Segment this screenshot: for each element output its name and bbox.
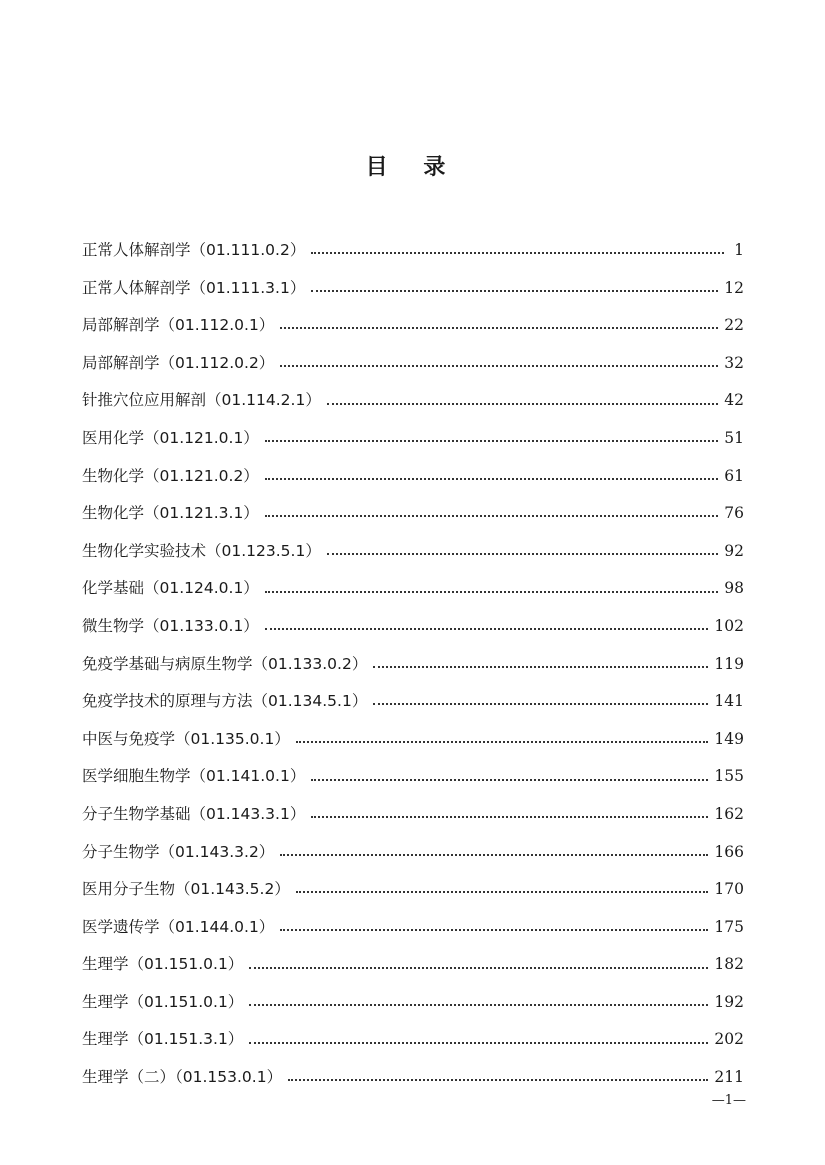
toc-dot-leader bbox=[311, 251, 724, 254]
toc-dot-leader bbox=[249, 1041, 708, 1044]
toc-entry-page-number: 162 bbox=[714, 804, 744, 823]
toc-entry-page-number: 149 bbox=[714, 729, 744, 748]
toc-dot-leader bbox=[311, 289, 718, 292]
toc-entry-title: 化学基础（01.124.0.1） bbox=[82, 579, 259, 598]
toc-entry-title: 生物化学实验技术（01.123.5.1） bbox=[82, 541, 321, 560]
toc-entry-page-number: 141 bbox=[714, 692, 744, 711]
toc-entry-title: 分子生物学（01.143.3.2） bbox=[82, 842, 275, 861]
toc-entry-title: 生理学（二）（01.153.0.1） bbox=[82, 1068, 283, 1087]
toc-dot-leader bbox=[280, 853, 708, 856]
toc-dot-leader bbox=[288, 1078, 708, 1081]
toc-entry-page-number: 175 bbox=[714, 917, 744, 936]
toc-entry-title: 免疫学基础与病原生物学（01.133.0.2） bbox=[82, 654, 368, 673]
toc-entry-title: 针推穴位应用解剖（01.114.2.1） bbox=[82, 391, 321, 410]
toc-entry-title: 生理学（01.151.3.1） bbox=[82, 1030, 244, 1049]
toc-entry[interactable] bbox=[82, 871, 744, 909]
toc-entry[interactable] bbox=[82, 382, 744, 420]
toc-entry-page-number: 98 bbox=[724, 579, 744, 598]
toc-dot-leader bbox=[296, 740, 709, 743]
toc-dot-leader bbox=[373, 702, 708, 705]
toc-entry-page-number: 166 bbox=[714, 842, 744, 861]
toc-entry-title: 医用分子生物（01.143.5.2） bbox=[82, 880, 290, 899]
toc-entry[interactable] bbox=[82, 909, 744, 947]
toc-dot-leader bbox=[265, 439, 718, 442]
toc-dot-leader bbox=[265, 590, 718, 593]
toc-entry-page-number: 61 bbox=[724, 466, 744, 485]
toc-entry-page-number: 192 bbox=[714, 992, 744, 1011]
toc-entry-title: 局部解剖学（01.112.0.2） bbox=[82, 353, 275, 372]
toc-entry[interactable] bbox=[82, 232, 744, 270]
toc-entry-page-number: 1 bbox=[734, 241, 744, 259]
toc-entry-title: 医学遗传学（01.144.0.1） bbox=[82, 917, 275, 936]
toc-entry[interactable] bbox=[82, 721, 744, 759]
toc-entry-page-number: 51 bbox=[724, 428, 744, 447]
toc-entry[interactable] bbox=[82, 570, 744, 608]
toc-dot-leader bbox=[280, 928, 708, 931]
toc-entry-title: 生理学（01.151.0.1） bbox=[82, 992, 244, 1011]
page-title: 目 录 bbox=[365, 155, 460, 180]
toc-entry-title: 正常人体解剖学（01.111.3.1） bbox=[82, 278, 306, 297]
toc-entry-page-number: 182 bbox=[714, 955, 744, 974]
toc-dot-leader bbox=[296, 890, 709, 893]
toc-entry[interactable] bbox=[82, 270, 744, 308]
toc-entry-title: 生物化学（01.121.3.1） bbox=[82, 504, 259, 523]
toc-dot-leader bbox=[327, 402, 718, 405]
toc-dot-leader bbox=[265, 477, 718, 480]
toc-dot-leader bbox=[265, 627, 709, 630]
toc-entry-title: 中医与免疫学（01.135.0.1） bbox=[82, 729, 290, 748]
toc-entry-page-number: 211 bbox=[714, 1068, 744, 1087]
toc-entry[interactable] bbox=[82, 683, 744, 721]
toc-dot-leader bbox=[311, 815, 708, 818]
toc-entry[interactable] bbox=[82, 458, 744, 496]
toc-entry-title: 免疫学技术的原理与方法（01.134.5.1） bbox=[82, 692, 368, 711]
toc-dot-leader bbox=[327, 552, 718, 555]
toc-dot-leader bbox=[311, 778, 708, 781]
toc-entry[interactable] bbox=[82, 1021, 744, 1059]
toc-entry-page-number: 22 bbox=[724, 316, 744, 335]
toc-dot-leader bbox=[280, 364, 718, 367]
toc-entry[interactable] bbox=[82, 533, 744, 571]
toc-dot-leader bbox=[249, 966, 708, 969]
toc-entry-page-number: 170 bbox=[714, 880, 744, 899]
toc-entry[interactable] bbox=[82, 307, 744, 345]
toc-entry-page-number: 42 bbox=[724, 391, 744, 410]
toc-entry[interactable] bbox=[82, 646, 744, 684]
toc-entry-page-number: 102 bbox=[714, 616, 744, 635]
toc-dot-leader bbox=[265, 514, 718, 517]
toc-entry[interactable] bbox=[82, 834, 744, 872]
toc-entry[interactable] bbox=[82, 984, 744, 1022]
toc-entry-title: 局部解剖学（01.112.0.1） bbox=[82, 316, 275, 335]
toc-entry[interactable] bbox=[82, 345, 744, 383]
toc-entry[interactable] bbox=[82, 796, 744, 834]
toc-entry-page-number: 12 bbox=[724, 278, 744, 297]
toc-entry-title: 生物化学（01.121.0.2） bbox=[82, 466, 259, 485]
table-of-contents bbox=[82, 232, 744, 1097]
toc-entry-page-number: 76 bbox=[724, 504, 744, 523]
toc-entry[interactable] bbox=[82, 495, 744, 533]
toc-entry-title: 分子生物学基础（01.143.3.1） bbox=[82, 804, 306, 823]
toc-entry[interactable] bbox=[82, 758, 744, 796]
toc-dot-leader bbox=[249, 1003, 708, 1006]
toc-entry-page-number: 119 bbox=[714, 654, 744, 673]
toc-entry-title: 医用化学（01.121.0.1） bbox=[82, 428, 259, 447]
toc-entry-page-number: 155 bbox=[714, 767, 744, 786]
toc-entry-page-number: 32 bbox=[724, 353, 744, 372]
toc-entry-page-number: 92 bbox=[724, 541, 744, 560]
toc-entry-title: 正常人体解剖学（01.111.0.2） bbox=[82, 241, 306, 259]
toc-dot-leader bbox=[373, 665, 708, 668]
toc-entry-title: 医学细胞生物学（01.141.0.1） bbox=[82, 767, 306, 786]
toc-entry-page-number: 202 bbox=[714, 1030, 744, 1049]
toc-entry[interactable] bbox=[82, 1059, 744, 1097]
toc-entry-title: 微生物学（01.133.0.1） bbox=[82, 616, 259, 635]
toc-dot-leader bbox=[280, 326, 718, 329]
toc-entry[interactable] bbox=[82, 608, 744, 646]
toc-entry-title: 生理学（01.151.0.1） bbox=[82, 955, 244, 974]
footer-page-number: —1— bbox=[711, 1093, 746, 1108]
toc-entry[interactable] bbox=[82, 946, 744, 984]
toc-entry[interactable] bbox=[82, 420, 744, 458]
